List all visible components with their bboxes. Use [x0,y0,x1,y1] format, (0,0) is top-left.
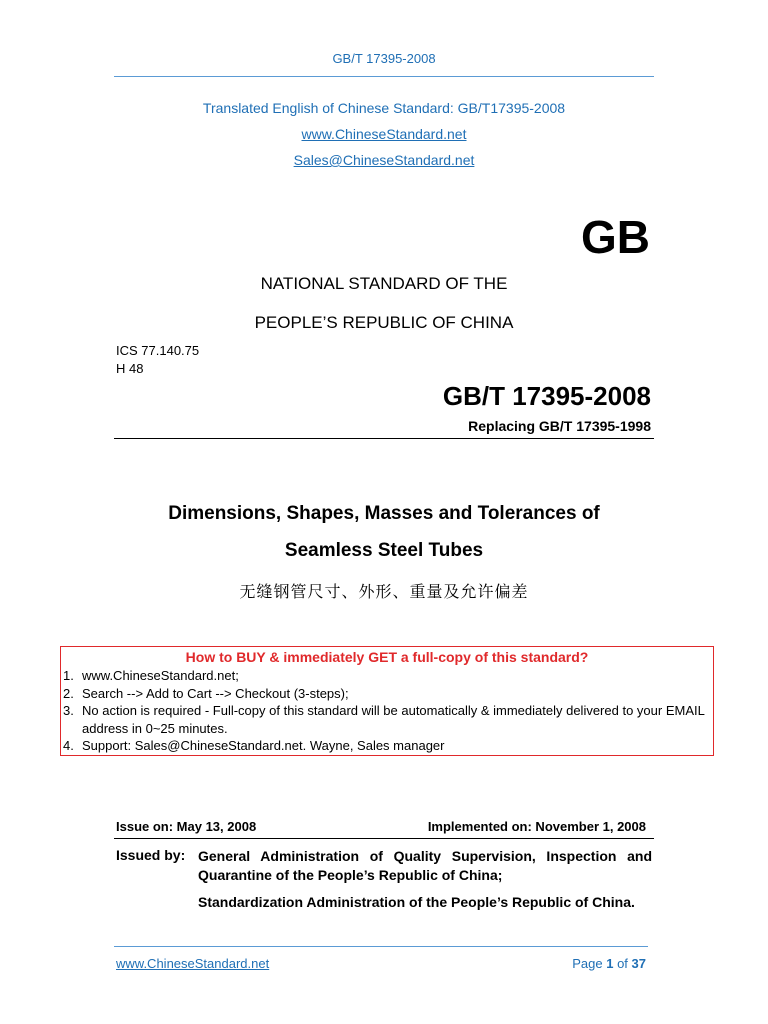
email-link[interactable]: Sales@ChineseStandard.net [293,152,475,168]
buy-heading: How to BUY & immediately GET a full-copy of this standard? [185,649,589,665]
gb-mark: GB [581,211,650,263]
title-chinese: 无缝钢管尺寸、外形、重量及允许偏差 [239,582,529,601]
list-item [63,685,712,703]
page-of: of [617,956,628,971]
issuer-aqsiq: General Administration of Quality Supervision, Inspection and Quarantine of the People’s Republic of China; [198,848,652,883]
page-indicator [572,956,646,971]
national-standard-line1: NATIONAL STANDARD OF THE [260,274,508,293]
issue-date: Issue on: May 13, 2008 [116,819,257,834]
header-doc-code: GB/T 17395-2008 [332,51,436,66]
website-link[interactable]: www.ChineseStandard.net [301,126,467,142]
list-item-number: 2. [63,685,74,701]
list-item-number: 1. [63,668,74,683]
website-line [0,126,768,142]
standard-divider [114,438,654,439]
header-divider [114,76,654,77]
footer-divider [114,946,648,947]
title-line2: Seamless Steel Tubes [284,540,484,561]
page-total: 37 [631,956,646,971]
email-line [0,152,768,168]
ics-code: ICS 77.140.75 [116,343,200,358]
buy-info-box [60,646,714,756]
list-item [63,702,712,737]
issued-by-label: Issued by: [116,847,186,863]
list-item-text: Search --> Add to Cart --> Checkout (3-steps); [82,685,349,701]
list-item [63,737,712,755]
national-standard-line2: PEOPLE’S REPUBLIC OF CHINA [254,313,514,332]
page-prefix: Page [572,956,603,971]
footer-website-link[interactable]: www.ChineseStandard.net [116,956,270,971]
ccs-code: H 48 [116,361,144,376]
issue-divider [114,838,654,839]
list-item-text: No action is required - Full-copy of this standard will be automatically & immediately delivered to your EMAIL address in 0~25 minutes. [82,703,705,736]
translation-note: Translated English of Chinese Standard: GB/T17395-2008 [202,100,566,116]
list-item-number: 3. [63,703,74,718]
title-line1: Dimensions, Shapes, Masses and Tolerances of [168,503,600,524]
buy-steps-list [63,667,712,755]
standard-number: GB/T 17395-2008 [442,381,651,411]
list-item [63,667,712,685]
page-current: 1 [606,956,614,971]
footer-link-line [116,956,269,971]
list-item-number: 4. [63,738,74,753]
issuer-sac: Standardization Administration of the People’s Republic of China. [198,894,635,910]
list-item-text: Support: Sales@ChineseStandard.net. Wayne, Sales manager [82,738,445,753]
replacing-note: Replacing GB/T 17395-1998 [468,418,651,434]
implemented-date: Implemented on: November 1, 2008 [427,819,646,834]
list-item-text: www.ChineseStandard.net; [82,668,239,683]
